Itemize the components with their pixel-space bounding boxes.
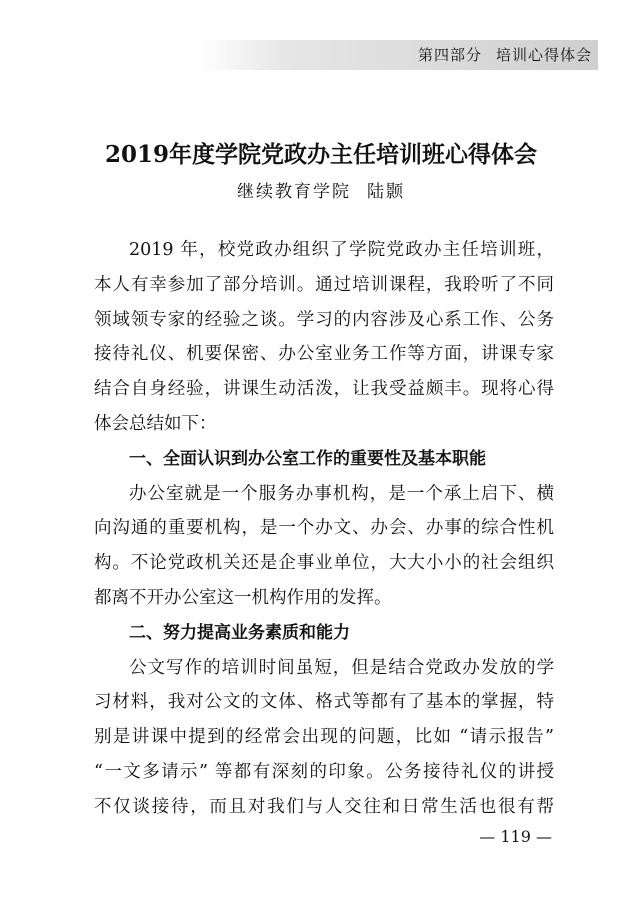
author-name: 陆颢 [367, 182, 405, 202]
body-line: 公文写作的培训时间虽短，但是结合党政办发放的学 [129, 657, 554, 678]
body-line: 办公室就是一个服务办事机构，是一个承上启下、横 [129, 483, 554, 504]
section-heading-1: 一、全面认识到办公室工作的重要性及基本职能 [129, 448, 486, 469]
author-unit: 继续教育学院 [237, 182, 351, 202]
body-line: 习材料，我对公文的文体、格式等都有了基本的掌握，特 [94, 692, 554, 713]
running-header-part: 第四部分 [417, 46, 482, 64]
body-line: 构。不论党政机关还是企事业单位，大大小小的社会组织 [94, 553, 554, 574]
article-byline [0, 180, 642, 204]
body-line: 别是讲课中提到的经常会出现的问题，比如 “请示报告” [94, 727, 554, 748]
body-line: 向沟通的重要机构，是一个办文、办会、办事的综合性机 [94, 518, 554, 539]
body-line: “一文多请示” 等都有深刻的印象。公务接待礼仪的讲授 [94, 761, 554, 782]
body-line: 不仅谈接待，而且对我们与人交往和日常生活也很有帮 [94, 796, 554, 817]
running-header-section: 培训心得体会 [495, 46, 592, 64]
body-line: 2019 年，校党政办组织了学院党政办主任培训班， [129, 240, 554, 260]
article-body [94, 233, 554, 825]
body-line: 结合自身经验，讲课生动活泼，让我受益颇丰。现将心得 [94, 379, 554, 400]
running-header [418, 45, 592, 65]
page-number: — 119 — [479, 827, 552, 846]
body-line: 体会总结如下： [94, 413, 217, 434]
article-title: 2019年度学院党政办主任培训班心得体会 [104, 141, 537, 168]
section-heading-2: 二、努力提高业务素质和能力 [129, 622, 350, 643]
body-line: 都离不开办公室这一机构作用的发挥。 [94, 587, 392, 608]
body-line: 本人有幸参加了部分培训。通过培训课程，我聆听了不同 [94, 274, 554, 295]
body-line: 领域领专家的经验之谈。学习的内容涉及心系工作、公务 [94, 309, 554, 330]
body-line: 接待礼仪、机要保密、办公室业务工作等方面，讲课专家 [94, 344, 554, 365]
